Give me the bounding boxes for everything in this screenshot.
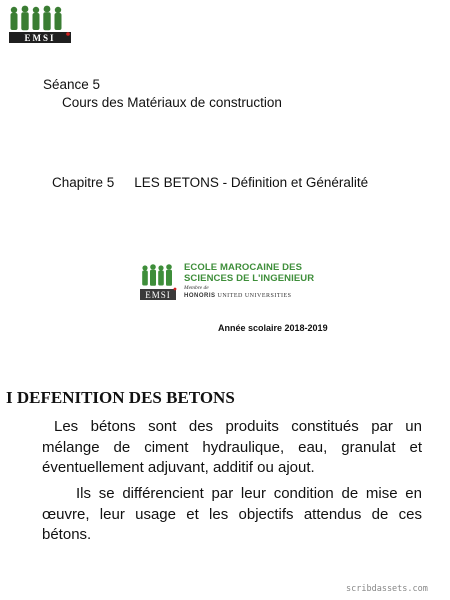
emsi-figures-icon — [6, 4, 76, 44]
paragraph-1 — [42, 417, 422, 479]
honoris-name: HONORIS — [184, 293, 216, 299]
paragraph-2-text: Ils se différencient par leur condition de mise en œuvre, leur usage et les objectifs attendus de ces bétons. — [42, 485, 422, 543]
member-of-label: Membre de — [184, 285, 209, 291]
school-logo-mark: EMSI — [145, 290, 171, 300]
header-logo-brand: EMSI — [24, 33, 56, 43]
paragraph-1-text: Les bétons sont des produits constitués par un mélange de ciment hydraulique, eau, granulat et éventuellement adjuvant, additif ou ajout. — [42, 418, 422, 476]
course-title: Cours des Matériaux de construction — [62, 95, 282, 110]
chapter-title: LES BETONS - Définition et Généralité — [134, 175, 369, 190]
school-name-line2: SCIENCES DE L'INGENIEUR — [184, 273, 315, 284]
honoris-network: UNITED UNIVERSITIES — [217, 293, 292, 299]
chapter-number: Chapitre 5 — [52, 175, 115, 190]
section-title: I DEFENITION DES BETONS — [6, 388, 235, 407]
emsi-figures-icon — [139, 262, 179, 304]
school-logo — [139, 262, 319, 304]
watermark: scribdassets.com — [346, 584, 428, 594]
seance-number: Séance 5 — [43, 77, 101, 92]
chapter-heading — [52, 175, 368, 190]
paragraph-2 — [42, 484, 422, 546]
academic-year: Année scolaire 2018-2019 — [218, 323, 328, 333]
school-name-line1: ECOLE MAROCAINE DES — [184, 262, 303, 273]
header-logo — [6, 4, 76, 44]
honoris-label — [184, 292, 314, 300]
school-logo-text — [184, 262, 314, 300]
